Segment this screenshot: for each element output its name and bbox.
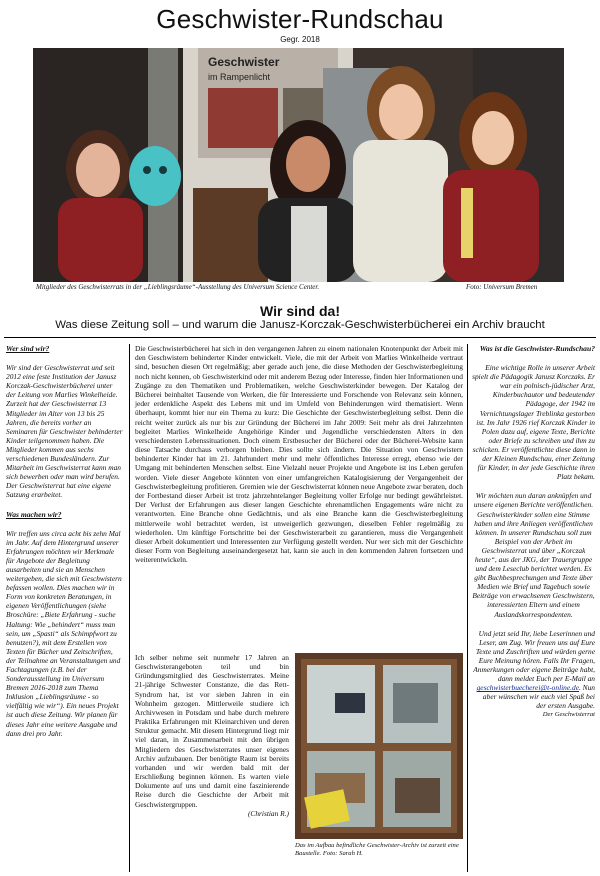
paragraph-what-do-we-do: Wir treffen uns circa acht bis zehn Mal im Jahr. Auf dem Hintergrund unserer Erfahrungen möchten wir Merkmale für Angebote der Begleitung ausarbeiten und sie an Menschen weitergeben, die sich mit Geschwistern befassen wollen. Dies machen wir in Form von konkreten Beratungen, in eigenen Veröffentlichungen (siehe Broschüre: „Biete Erfahrung - suche Haltung: Wie „behindert“ muss man sein, um „Spasti“ als Schimpfwort zu benutzen?), mit dem Erstellen von Texten für Bücher und Zeitschriften, der Teilnahme an Veranstaltungen und Fachtagungen (z.B. bei der Sonderausstellung im Universum Bremen 2016-2018 zum Thema Inklusion „Lieblingsräume - so vielfältig wie wir“). Ein neues Projekt ist auch diese Zeitung. Wir planen für dieses Jahr eine weitere Ausgabe und dann drei pro Jahr. (6, 528, 122, 738)
author-paragraph: Ich selber nehme seit nunmehr 17 Jahren an Geschwisterangeboten teil und bin Gründungsmitglied des Geschwisterrates. Meine 21-jährige Schwester Constanze, die das Rett-Syndrom hat, ist vor sieben Jahren in ein Wohnheim gezogen. Mittlerweile studiere ich Archivwesen in Potsdam und habe durch mehrere Praktika Erfahrungen mit Kleinarchiven und deren Struktur gemacht. Mit diesem Hintergrund liegt mir viel daran, in Zusammenarbeit mit den übrigen Mitgliedern des Geschwisterrates unser eigenes Archiv aufzubauen. Der benötigte Raum ist bereits vorhanden und wir werden bald mit der Erschließung beginnen können. Es warten viele Dokumente auf uns und damit eine faszinierende Reise durch die Geschichte der Arbeit mit Geschwistergruppen. (135, 653, 289, 809)
council-signature: Der Geschwisterrat (542, 711, 595, 719)
paragraph-who-are-we: Wir sind der Geschwisterrat und seit 2012 eine feste Institution der Janusz Korczak-Geschwisterbücherei unter der Leitung von Marlies Winkelheide. Zurzeit hat der Geschwisterrat 13 Mitglieder im Alter von 13 bis 25 Jahren, die bereits vorher an Seminaren für Geschwister behinderter Kinder teilgenommen haben. Die Mitglieder kommen aus sechs verschiedenen Bundesländern. Zur Mitarbeit im Geschwisterrat kann man sich bewerben oder man wird berufen. Der Geschwisterrat hat eine eigene Satzung erarbeitet. (6, 363, 123, 500)
paragraph-korczak: Eine wichtige Rolle in unserer Arbeit spielt die Pädagogik Janusz Korczaks. Er war ein polnisch-jüdischer Arzt, Kinderbuchautor und bedeutender Pädagoge, der 1942 im Vernichtungslager Treblinka gestorben ist. Im Jahr 1926 rief Korczak Kinder in Polen dazu auf, eigene Texte, Berichte oder Briefe zu schreiben und ihm zu schicken. Er veröffentlichte diese dann in der Kleinen Rundschau, einer Zeitung für Kinder, in der jede Geschichte ihren Platz bekam. (472, 363, 595, 482)
photo-caption: Mitglieder des Geschwisterrats in der „Lieblingsräume“-Ausstellung des Universum Science Center. (36, 283, 320, 291)
closing-text: . Nun aber wünschen wir euch viel Spaß bei der ersten Ausgabe. (482, 683, 595, 711)
email-link[interactable]: geschwisterbuecherei@t-online.de (476, 683, 579, 693)
archive-photo (295, 653, 463, 839)
divider (4, 337, 596, 338)
column-divider-left (129, 344, 130, 872)
photo-credit: Foto: Universum Bremen (466, 283, 538, 291)
main-article-text: Die Geschwisterbücherei hat sich in den vergangenen Jahren zu einem nationalen Knotenpunkt der Arbeit mit den Geschwistern behinderter Kinder entwickelt. Viele, die mit der Arbeit von Marlies Winkelheide vertraut sind, besuchen diesen Ort regelmäßig; aber gerade auch jene, die diese Methoden der Geschwisterbegleitung noch nicht kennen, ob Geschwisterkind oder mit anderem Bezug oder Interesse, finden hier Informationen und Zugänge zu den Thematiken und Problematiken, welche Geschwisterkinder bewegen. Der Katalog der Bücherei beinhaltet Tausende von Werken, die für Interessierte und Forschende von Relevanz sein können, jeder erdenkliche Aspekt des Lebens mit und im Umfeld von Behinderungen wird thematisiert. Wenn überhaupt, kommt hier nur ein Thema zu kurz: Die Geschichte der Geschwisterbegleitung selbst. Denn die reicht weiter zurück als nur bis zur Gründung der Bücherei im Jahr 2009: Seit mehr als drei Jahrzehnten begleitet Marlies Winkelheide Angehörige Kinder und Jugendliche verschiedensten Alters in den verschiedensten Lebenssituationen. Doch einem Erstbesucher der Bücherei oder der Bücherei-Website kann diese Tatsache durchaus verborgen bleiben. Dies sollte sich ändern. Die Situation von Geschwistern behinderter Kinder hat im 21. Jahrhundert mehr und mehr öffentliches Interesse erregt, ebenso wie der Umgang mit behinderten Menschen selbst. Eine Vielzahl neuer Projekte und Angebote ist ins Leben gerufen worden. Viele dieser Angebote könnten von einer umfangreichen Katalogisierung der Vergangenheit der Geschwisterbegleitung profitieren. Gremien wie der Geschwisterrat können neue Angebote zwar beraten, doch der Fortbestand dieser Arbeit ist trotz jahrzehntelanger Begleitung voller Erfolge nur bedingt gewährleistet. Der Verlust der Erfahrungen aus dieser langen Geschichte ehrenamtlichen Engagements wäre nicht zu verantworten. Eine Branche ohne Gedächtnis, und als eine Branche kann die Geschwisterbegleitung mittlerweile wohl betrachtet werden, ist unweigerlich gezwungen, dieselben Fehler regelmäßig zu wiederholen. Um künftige Fortschritte bei der Geschwisterarbeit zu garantieren, muss die Vergangenheit dieser Arbeit dokumentiert und Interessenten zur Verfügung gestellt werden. Nur wer sich mit der Geschichte dieser Form von Begleitung auseinandergesetzt hat, kann sie auch in den kommenden Jahren fortsetzen und weiterentwickeln. (135, 344, 463, 565)
archive-photo-credit: Foto: Sarah H. (322, 849, 363, 857)
article-headline: Wir sind da! (260, 303, 340, 319)
paragraph-our-reports: Wir möchten nun daran anknüpfen und unsere eigenen Berichte veröffentlichen. Geschwisterkinder sollen eine Stimme haben und ihre Anliegen veröffentlichen können. In unserer Rundschau soll zum Beispiel von der Arbeit im Geschwisterrat und über „Korczak heute“, aus der JKG, der Trauergruppe und dem Leseclub berichtet werden. Es gibt Buchbesprechungen und Texte über Medien wie Brief und Tagebuch sowie Beiträge von erwachsenen Geschwistern, interessierten Eltern und einem Auslandskorrespondenten. (472, 491, 595, 619)
column-divider-right (467, 344, 468, 872)
established-date: Gegr. 2018 (280, 35, 320, 44)
call-to-readers-text: Und jetzt seid Ihr, liebe Leserinnen und Leser, am Zug. Wir freuen uns auf Eure Texte und Zuschriften und würden gerne Eure Meinung hören. Falls Ihr Fragen, Anmerkungen oder eigene Beiträge habt, dann meldet Euch per E-Mail an (473, 628, 595, 684)
heading-who-are-we: Wer sind wir? (6, 344, 50, 353)
paragraph-call-to-readers (472, 629, 595, 711)
heading-what-is-rundschau: Was ist die Geschwister-Rundschau? (479, 344, 595, 353)
article-subheadline: Was diese Zeitung soll – und warum die Janusz-Korczak-Geschwisterbücherei ein Archiv braucht (55, 319, 545, 331)
right-column (472, 344, 595, 720)
heading-what-do-we-do: Was machen wir? (6, 509, 62, 519)
main-photo-illustration (33, 48, 564, 282)
left-column (6, 344, 124, 738)
author-signature: (Christian R.) (247, 808, 289, 818)
masthead (0, 4, 600, 44)
author-section (135, 653, 289, 818)
archive-photo-caption (295, 842, 465, 858)
poster-title-1: Geschwister (208, 55, 280, 69)
archive-photo-illustration (295, 653, 463, 839)
poster-title-2: im Rampenlicht (208, 72, 271, 82)
archive-caption-text: Das im Aufbau befindliche Geschwister-Archiv ist zurzeit eine Baustelle. (295, 842, 459, 857)
newspaper-title: Geschwister-Rundschau (156, 4, 444, 34)
main-photo (33, 48, 564, 282)
